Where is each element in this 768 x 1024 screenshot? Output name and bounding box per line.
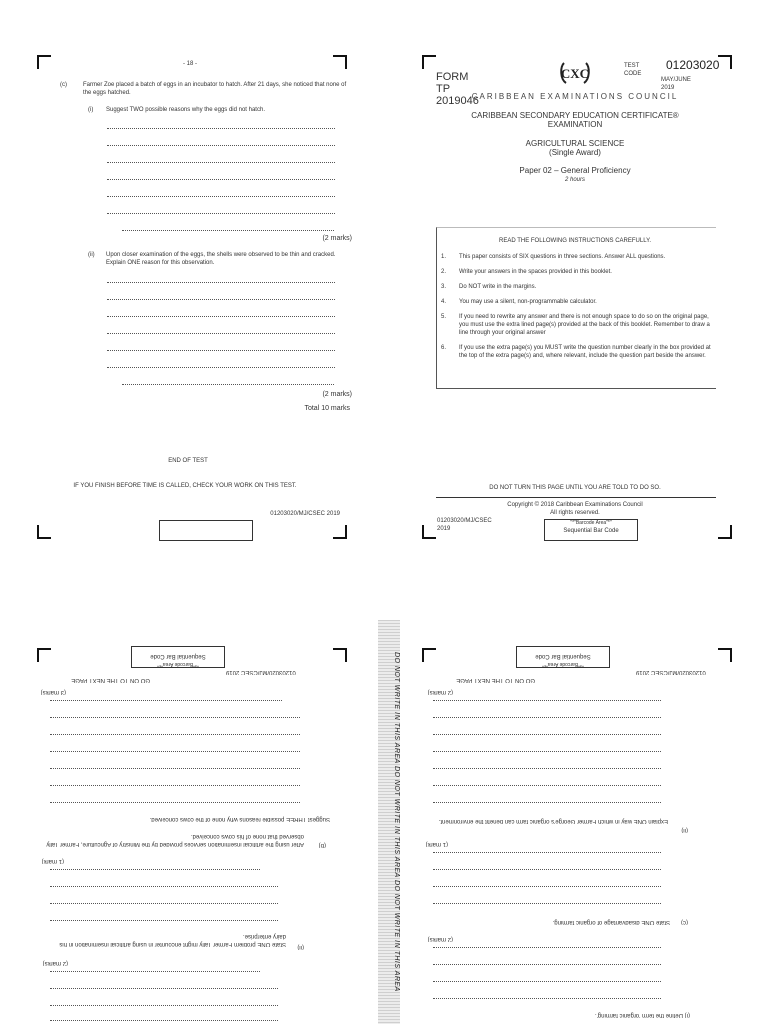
answer-line[interactable] — [50, 802, 300, 803]
session: MAY/JUNE 2019 — [661, 77, 691, 91]
test-code: 01203020 — [666, 58, 720, 72]
question-label: (c) — [60, 82, 67, 88]
barcode-box — [159, 520, 253, 541]
answer-line[interactable] — [433, 768, 661, 769]
question-label: (ii) — [297, 944, 304, 950]
question-text: Suggest TWO possible reasons why the eggs did not hatch. — [106, 107, 265, 113]
answer-line[interactable] — [107, 162, 335, 163]
instruction-item: 6. If you use the extra page(s) you MUST write the question number clearly in the box provided at the top of the extra page(s) and, where relevant, include the question part beside the answer. — [441, 345, 711, 359]
rights: All rights reserved. — [550, 510, 600, 516]
barcode-box: "*"Barcode Area"*" Sequential Bar Code — [131, 646, 225, 668]
instruction-item: 1. This paper consists of SIX questions in three sections. Answer ALL questions. — [441, 254, 666, 260]
barcode-box: "*"Barcode Area"*" Sequential Bar Code — [544, 519, 638, 541]
barcode-box: "*"Barcode Area"*" Sequential Bar Code — [516, 646, 610, 668]
answer-line[interactable] — [50, 920, 278, 921]
marks: (2 marks) — [427, 936, 453, 942]
question-prompt: Suggest THREE possible reasons why none of the cows conceived. — [149, 816, 330, 822]
answer-line[interactable] — [433, 981, 661, 982]
answer-line[interactable] — [433, 903, 661, 904]
answer-line[interactable] — [433, 869, 661, 870]
marks: (1 mark) — [41, 858, 64, 864]
paper-title: Paper 02 – General Proficiency — [519, 166, 631, 175]
answer-line[interactable] — [433, 886, 661, 887]
footer-code: 01203020/MJ/CSEC 2019 — [437, 518, 492, 532]
answer-line[interactable] — [50, 734, 300, 735]
total-marks: Total 10 marks — [304, 405, 350, 412]
answer-line[interactable] — [107, 179, 335, 180]
page-number: - 18 - — [182, 61, 197, 67]
award: (Single Award) — [549, 148, 601, 157]
answer-line[interactable] — [107, 128, 335, 129]
answer-line[interactable] — [107, 350, 335, 351]
answer-line[interactable] — [50, 785, 300, 786]
test-code-label: TEST CODE — [624, 63, 642, 77]
question-text: After using the artificial insemination services provided by the Ministry of Agriculture, Farmer Tally observed that none of his cows conceived. — [46, 833, 304, 847]
answer-line[interactable] — [50, 869, 260, 870]
question-text: Upon closer examination of the eggs, the shells were observed to be thin and cracked. Explain ONE reason for this observation. — [106, 252, 336, 266]
crop-mark — [37, 525, 51, 539]
answer-line[interactable] — [107, 367, 335, 368]
answer-line[interactable] — [107, 282, 335, 283]
marks: (2 marks) — [427, 689, 453, 695]
crop-mark — [422, 55, 436, 69]
answer-line[interactable] — [122, 230, 334, 231]
form-tp: FORM TP 2019046 — [436, 71, 479, 107]
do-not-turn-note: DO NOT TURN THIS PAGE UNTIL YOU ARE TOLD TO DO SO. — [489, 485, 661, 491]
answer-line[interactable] — [50, 768, 300, 769]
question-label: (ii) — [88, 252, 95, 258]
answer-line[interactable] — [433, 947, 661, 948]
answer-line[interactable] — [50, 1020, 278, 1021]
finish-note: IF YOU FINISH BEFORE TIME IS CALLED, CHECK YOUR WORK ON THIS TEST. — [73, 483, 297, 489]
answer-line[interactable] — [107, 299, 335, 300]
answer-line[interactable] — [50, 971, 260, 972]
instruction-item: 5. If you need to rewrite any answer and there is not enough space to do so on the original page, you must use the extra lined page(s) provided at the back of this booklet. Remember to draw a line through your original answer — [441, 314, 710, 336]
answer-line[interactable] — [107, 196, 335, 197]
answer-line[interactable] — [433, 717, 661, 718]
answer-line[interactable] — [433, 964, 661, 965]
svg-text:CXC: CXC — [560, 66, 590, 81]
crop-mark — [333, 55, 347, 69]
question-text: Farmer Zoe placed a batch of eggs in an incubator to hatch. After 21 days, she noticed that none of the eggs hatched. — [83, 82, 347, 96]
question-label: (ii) — [681, 827, 688, 833]
subject: AGRICULTURAL SCIENCE — [525, 139, 625, 148]
crop-mark — [422, 525, 436, 539]
crop-mark — [37, 55, 51, 69]
crop-mark — [422, 648, 436, 662]
answer-line[interactable] — [50, 700, 282, 701]
question-label: (i) — [88, 107, 94, 113]
answer-line[interactable] — [433, 852, 661, 853]
instructions-heading: READ THE FOLLOWING INSTRUCTIONS CAREFULLY. — [498, 238, 652, 244]
answer-line[interactable] — [433, 802, 661, 803]
certificate-line: CARIBBEAN SECONDARY EDUCATION CERTIFICATE® — [471, 111, 679, 120]
instruction-item: 2. Write your answers in the spaces provided in this booklet. — [441, 269, 612, 275]
footer-code: 01203020/MJ/CSEC 2019 — [636, 669, 706, 675]
marks: (2 marks) — [322, 235, 352, 242]
marks: (2 marks) — [322, 391, 352, 398]
certificate-line: EXAMINATION — [547, 120, 603, 129]
instruction-item: 3. Do NOT write in the margins. — [441, 284, 537, 290]
crop-mark — [718, 648, 732, 662]
footer-code: 01203020/MJ/CSEC 2019 — [270, 511, 340, 517]
cxc-logo-icon — [558, 58, 592, 88]
marks: (3 marks) — [40, 689, 66, 695]
answer-line[interactable] — [122, 384, 334, 385]
answer-line[interactable] — [433, 998, 661, 999]
answer-line[interactable] — [107, 316, 335, 317]
question-label: (c) — [681, 919, 688, 925]
answer-line[interactable] — [433, 751, 661, 752]
answer-line[interactable] — [50, 886, 278, 887]
instruction-item: 4. You may use a silent, non-programmable calculator. — [441, 299, 597, 305]
answer-line[interactable] — [433, 700, 661, 701]
margin-warning: DO NOT WRITE IN THIS AREA DO NOT WRITE IN THIS AREA DO NOT WRITE IN THIS AREA — [393, 652, 400, 992]
question-text: State ONE problem Farmer Tally might encounter in using artificial insemination in his dairy enterprise. — [59, 933, 286, 947]
answer-line[interactable] — [107, 145, 335, 146]
answer-line[interactable] — [433, 785, 661, 786]
crop-mark — [37, 648, 51, 662]
marks: (1 mark) — [425, 841, 448, 847]
marks: (2 marks) — [42, 960, 68, 966]
go-on-note: GO ON TO THE NEXT PAGE — [456, 677, 535, 683]
answer-line[interactable] — [107, 333, 335, 334]
answer-line[interactable] — [50, 717, 300, 718]
copyright: Copyright © 2018 Caribbean Examinations Council — [507, 502, 643, 508]
answer-line[interactable] — [107, 213, 335, 214]
answer-line[interactable] — [50, 1005, 278, 1006]
answer-line[interactable] — [50, 903, 278, 904]
divider — [436, 497, 716, 498]
instructions-list — [441, 253, 715, 367]
crop-mark — [718, 55, 732, 69]
crop-mark — [333, 648, 347, 662]
crop-mark — [333, 525, 347, 539]
answer-line[interactable] — [50, 751, 300, 752]
council-name: CARIBBEAN EXAMINATIONS COUNCIL — [471, 92, 679, 101]
answer-line[interactable] — [50, 988, 278, 989]
question-text: (i) Define the term 'organic farming'. — [595, 1012, 690, 1018]
go-on-note: GO ON TO THE NEXT PAGE — [71, 677, 150, 683]
question-text: State ONE disadvantage of organic farming. — [552, 919, 670, 925]
answer-line[interactable] — [433, 734, 661, 735]
crop-mark — [718, 525, 732, 539]
duration: 2 hours — [564, 177, 585, 183]
question-text: Explain ONE way in which Farmer George's organic farm can benefit the environment. — [438, 818, 668, 824]
footer-code: 01203020/MJ/CSEC 2019 — [226, 669, 296, 675]
question-label: (b) — [318, 842, 326, 848]
end-of-test: END OF TEST — [168, 458, 208, 464]
